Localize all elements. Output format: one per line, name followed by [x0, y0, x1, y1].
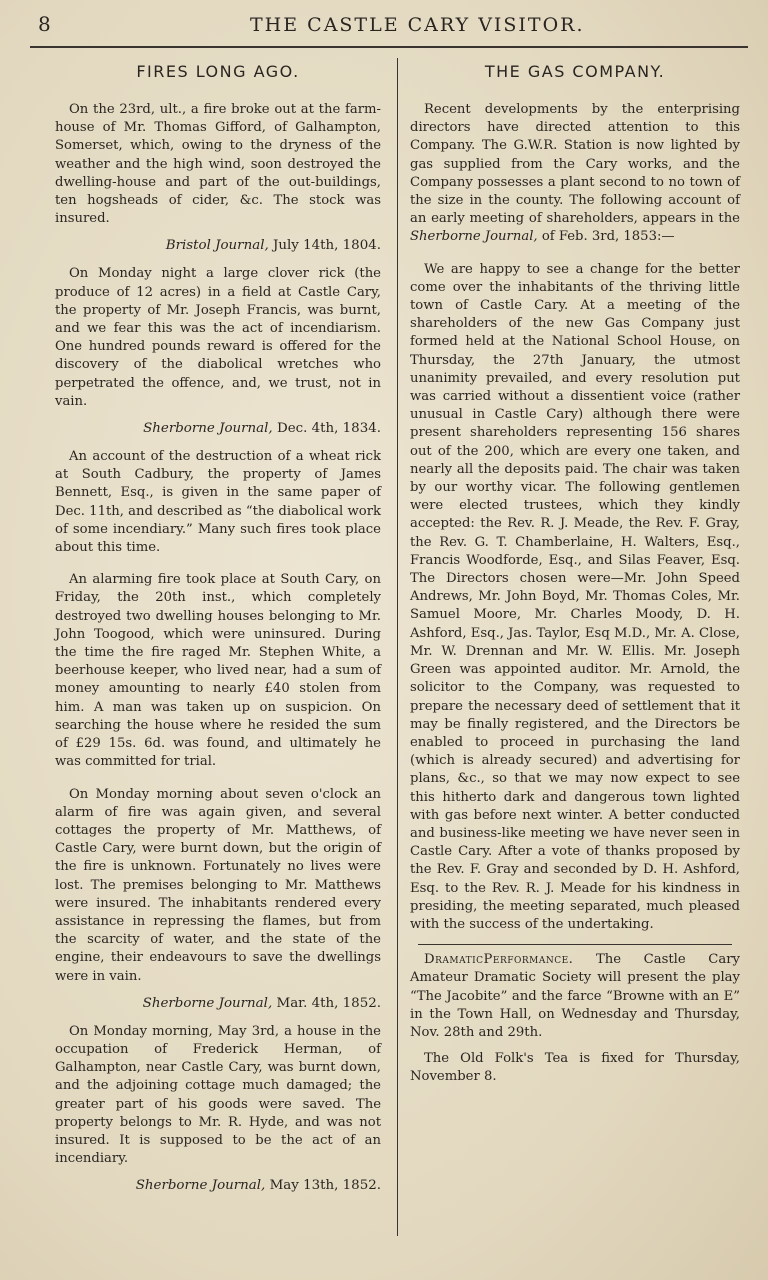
fire-report-1804: On the 23rd, ult., a fire broke out at the farm-house of Mr. Thomas Gifford, of Galhampton, Somerset, which, owing to the dryness of the weather and the high wind, soon destroyed the dwelling-house and part of the out-buildings, ten hogsheads of cider, &c. The stock was insured. [55, 102, 381, 227]
citation-1804 [55, 236, 381, 255]
header-rule [30, 46, 748, 48]
dramatic-performance-notice [410, 951, 740, 1042]
citation-1852-mar [55, 994, 381, 1013]
citation-date: May 13th, 1852. [269, 1178, 381, 1194]
gas-intro-text: Recent developments by the enterprising directors have directed attention to this Company. The G.W.R. Station is now lighted by gas supplied from the Cary works, and the Company possesses a plant second to no town of the size in the county. The following account of an early meeting of shareholders, appears in the [410, 102, 740, 227]
citation-date: July 14th, 1804. [273, 238, 381, 254]
right-column [410, 60, 740, 1095]
page-number: 8 [38, 12, 51, 36]
fire-report-1834: On Monday night a large clover rick (the produce of 12 acres) in a field at Castle Cary, the property of Mr. Joseph Francis, was burnt, and we fear this was the act of incendiarism. One hundred pounds reward is offered for the discovery of the diabolical wretches who perpetrated the offence, and, we trust, not in vain. [55, 266, 381, 409]
shareholders-meeting-report: We are happy to see a change for the better come over the inhabitants of the thriving little town of Castle Cary. At a meeting of the shareholders of the new Gas Company just formed held at the National School House, on Thursday, the 27th January, the utmost unanimity prevailed, and every resolution put was carried without a dissentient voice (rather unusual in Castle Cary) although there were present shareholders representing 156 shares out of the 200, which are every one taken, and nearly all the deposits paid. The chair was taken by our worthy vicar. The following gentlemen were elected trustees, which they kindly accepted: the Rev. R. J. Meade, the Rev. F. Gray, the Rev. G. T. Chamberlaine, H. Walters, Esq., Francis Woodforde, Esq., and Silas Feaver, Esq. The Directors chosen were—Mr. John Speed Andrews, Mr. John Boyd, Mr. Thomas Coles, Mr. Samuel Moore, Mr. Charles Moody, D. H. Ashford, Esq., Jas. Taylor, Esq M.D., Mr. A. Close, Mr. W. Drennan and Mr. W. Ellis. Mr. Joseph Green was appointed auditor. Mr. Arnold, the solicitor to the Company, was requested to prepare the necessary deed of settlement that it may be finally registered, and the Directors be enabled to proceed in purchasing the land (which is already secured) and advertising for plans, &c., so that we may now expect to see this hitherto dark and dangerous town lighted with gas before next winter. A better conducted and business-like meeting we have never seen in Castle Cary. After a vote of thanks proposed by the Rev. F. Gray and seconded by D. H. Ashford, Esq. to the Rev. R. J. Meade for his kindness in presiding, the meeting separated, much pleased with the success of the undertaking. [410, 261, 740, 932]
matthews-cottages-report: On Monday morning about seven o'clock an alarm of fire was again given, and several cottages the property of Mr. Matthews, of Castle Cary, were burnt down, but the origin of the fire is unknown. Fortunately no lives were lost. The premises belonging to Mr. Matthews were insured. The inhabitants rendered every assistance in repressing the flames, but from the scarcity of water, and the state of the engine, their endeavours to save the dwellings were in vain. [55, 786, 381, 984]
citation-1834 [55, 419, 381, 438]
citation-source: Sherborne Journal, [142, 995, 273, 1011]
citation-date: Dec. 4th, 1834. [276, 421, 381, 437]
citation-source: Sherborne Journal, [143, 421, 273, 437]
left-column [55, 60, 381, 1205]
citation-source: Bristol Journal, [165, 238, 269, 254]
notice-label: DramaticPerformance. [424, 952, 574, 968]
publication-title: THE CASTLE CARY VISITOR. [250, 14, 585, 36]
gas-company-heading: THE GAS COMPANY. [484, 62, 666, 81]
galhampton-fire-report: On Monday morning, May 3rd, a house in the occupation of Frederick Herman, of Galhampton, near Castle Cary, was burnt down, and the adjoining cottage much damaged; the greater part of his goods were saved. The property belongs to Mr. R. Hyde, and was not insured. It is supposed to be the act of an incendiary. [55, 1023, 381, 1167]
column-divider [397, 58, 398, 1236]
old-folks-tea-notice: The Old Folk's Tea is fixed for Thursday, November 8. [410, 1051, 740, 1085]
gas-intro-source: Sherborne Journal, [410, 229, 538, 245]
gas-intro [410, 101, 740, 247]
citation-source: Sherborne Journal, [135, 1178, 266, 1194]
wheat-rick-report: An account of the destruction of a wheat rick at South Cadbury, the property of James Bennett, Esq., is given in the same paper of Dec. 11th, and described as “the diabolical work of some incendiary.” Many such fires took place about this time. [55, 449, 381, 556]
south-cary-fire-report: An alarming fire took place at South Cary, on Friday, the 20th inst., which completely destroyed two dwelling houses belonging to Mr. John Toogood, which were uninsured. During the time the fire raged Mr. Stephen White, a beerhouse keeper, who lived near, had a sum of money amounting to nearly £40 stolen from him. A man was taken up on suspicion. On searching the house where he resided the sum of £29 15s. 6d. was found, and ultimately he was committed for trial. [55, 572, 381, 770]
notice-text: The Castle Cary Amateur Dramatic Society will present the play “The Jacobite” and the farce “Browne with an E” in the Town Hall, on Wednesday and Thursday, Nov. 28th and 29th. [410, 952, 740, 1040]
citation-date: Mar. 4th, 1852. [276, 995, 381, 1011]
gas-intro-date: of Feb. 3rd, 1853:— [541, 229, 675, 245]
fires-heading: FIRES LONG AGO. [136, 62, 300, 81]
citation-1852-may [55, 1176, 381, 1195]
notice-separator [418, 944, 732, 945]
